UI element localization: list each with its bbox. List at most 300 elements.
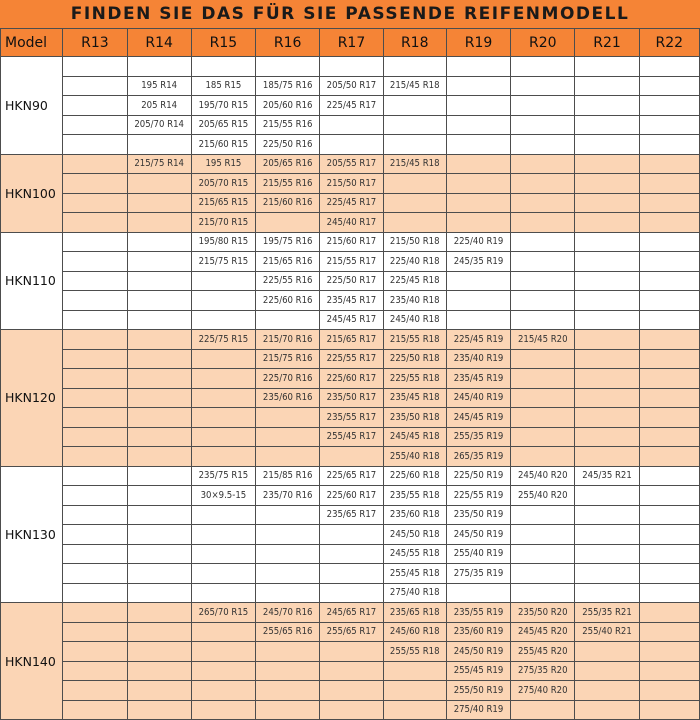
tire-size-cell bbox=[446, 583, 510, 603]
tire-size-cell bbox=[63, 271, 127, 291]
tire-size-cell bbox=[639, 447, 699, 467]
tire-size-cell bbox=[639, 57, 699, 77]
tire-size-cell: 30×9.5-15 bbox=[191, 486, 255, 506]
tire-size-cell bbox=[63, 544, 127, 564]
tire-size-cell: 255/45 R17 bbox=[320, 427, 383, 447]
model-name: HKN120 bbox=[1, 330, 63, 467]
tire-size-cell bbox=[63, 525, 127, 545]
table-row bbox=[1, 291, 700, 311]
table-row bbox=[1, 525, 700, 545]
tire-size-cell bbox=[511, 135, 575, 155]
tire-size-cell bbox=[575, 76, 639, 96]
tire-size-cell bbox=[575, 330, 639, 350]
tire-size-cell: 215/45 R20 bbox=[511, 330, 575, 350]
column-header-r14: R14 bbox=[127, 29, 191, 57]
tire-size-cell bbox=[383, 57, 446, 77]
tire-size-cell: 235/60 R16 bbox=[256, 388, 320, 408]
tire-size-cell bbox=[446, 310, 510, 330]
tire-size-cell: 225/50 R19 bbox=[446, 466, 510, 486]
column-header-r19: R19 bbox=[446, 29, 510, 57]
tire-size-cell bbox=[256, 681, 320, 701]
tire-size-cell bbox=[256, 525, 320, 545]
tire-size-cell bbox=[575, 291, 639, 311]
tire-size-cell bbox=[63, 291, 127, 311]
tire-size-cell bbox=[191, 291, 255, 311]
tire-size-cell: 255/45 R20 bbox=[511, 642, 575, 662]
tire-size-cell bbox=[63, 447, 127, 467]
tire-size-cell bbox=[63, 57, 127, 77]
tire-size-cell: 225/65 R17 bbox=[320, 466, 383, 486]
tire-size-cell: 205/50 R17 bbox=[320, 76, 383, 96]
tire-size-cell bbox=[511, 232, 575, 252]
tire-size-cell: 225/50 R16 bbox=[256, 135, 320, 155]
tire-size-cell: 235/55 R18 bbox=[383, 486, 446, 506]
tire-size-cell: 235/50 R19 bbox=[446, 505, 510, 525]
tire-size-cell bbox=[511, 700, 575, 720]
tire-size-cell: 235/45 R17 bbox=[320, 291, 383, 311]
table-row bbox=[1, 57, 700, 77]
tire-size-cell bbox=[320, 583, 383, 603]
tire-size-cell bbox=[639, 583, 699, 603]
tire-size-cell bbox=[639, 603, 699, 623]
tire-size-cell: 275/40 R19 bbox=[446, 700, 510, 720]
tire-size-cell bbox=[575, 525, 639, 545]
tire-size-cell bbox=[383, 135, 446, 155]
tire-size-cell bbox=[63, 486, 127, 506]
tire-size-cell bbox=[320, 525, 383, 545]
tire-size-cell: 225/50 R18 bbox=[383, 349, 446, 369]
tire-size-cell bbox=[191, 57, 255, 77]
tire-size-cell: 225/60 R18 bbox=[383, 466, 446, 486]
tire-size-cell bbox=[63, 622, 127, 642]
table-row bbox=[1, 349, 700, 369]
tire-size-table bbox=[0, 28, 700, 720]
tire-size-cell bbox=[63, 232, 127, 252]
table-row bbox=[1, 115, 700, 135]
tire-size-cell: 245/40 R19 bbox=[446, 388, 510, 408]
tire-size-cell bbox=[127, 603, 191, 623]
table-row bbox=[1, 583, 700, 603]
tire-size-cell: 275/40 R18 bbox=[383, 583, 446, 603]
tire-size-cell bbox=[511, 525, 575, 545]
tire-size-cell bbox=[446, 174, 510, 194]
tire-size-cell bbox=[575, 174, 639, 194]
tire-size-cell bbox=[383, 700, 446, 720]
tire-size-cell bbox=[256, 544, 320, 564]
tire-size-cell: 245/55 R18 bbox=[383, 544, 446, 564]
tire-size-cell bbox=[639, 369, 699, 389]
tire-size-cell bbox=[446, 57, 510, 77]
tire-size-cell: 235/40 R19 bbox=[446, 349, 510, 369]
tire-size-cell bbox=[63, 193, 127, 213]
tire-size-cell bbox=[639, 642, 699, 662]
tire-size-cell: 205/65 R16 bbox=[256, 154, 320, 174]
tire-size-cell bbox=[63, 408, 127, 428]
tire-size-cell bbox=[511, 96, 575, 116]
tire-size-cell: 235/50 R18 bbox=[383, 408, 446, 428]
column-header-r13: R13 bbox=[63, 29, 127, 57]
tire-size-cell: 215/45 R18 bbox=[383, 76, 446, 96]
tire-size-cell bbox=[127, 408, 191, 428]
tire-size-cell: 185/75 R16 bbox=[256, 76, 320, 96]
tire-size-cell: 205/70 R15 bbox=[191, 174, 255, 194]
tire-size-cell bbox=[511, 174, 575, 194]
tire-size-cell: 265/35 R19 bbox=[446, 447, 510, 467]
model-name: HKN110 bbox=[1, 232, 63, 330]
tire-size-cell bbox=[575, 369, 639, 389]
tire-size-cell: 215/55 R16 bbox=[256, 174, 320, 194]
column-header-model: Model bbox=[1, 29, 63, 57]
tire-size-cell bbox=[639, 661, 699, 681]
tire-size-cell: 235/60 R19 bbox=[446, 622, 510, 642]
tire-size-cell bbox=[575, 661, 639, 681]
tire-size-cell bbox=[575, 213, 639, 233]
tire-size-cell bbox=[446, 96, 510, 116]
tire-size-cell bbox=[575, 349, 639, 369]
tire-size-cell bbox=[639, 310, 699, 330]
tire-size-cell: 255/45 R18 bbox=[383, 564, 446, 584]
column-header-r22: R22 bbox=[639, 29, 699, 57]
tire-size-cell bbox=[511, 57, 575, 77]
table-row bbox=[1, 505, 700, 525]
tire-size-cell: 235/60 R18 bbox=[383, 505, 446, 525]
tire-size-cell bbox=[191, 622, 255, 642]
tire-size-cell: 205 R14 bbox=[127, 96, 191, 116]
column-header-r17: R17 bbox=[320, 29, 383, 57]
table-row bbox=[1, 232, 700, 252]
tire-size-cell bbox=[127, 564, 191, 584]
tire-size-cell bbox=[191, 681, 255, 701]
tire-size-cell bbox=[639, 76, 699, 96]
tire-size-cell bbox=[127, 349, 191, 369]
column-header-r16: R16 bbox=[256, 29, 320, 57]
tire-size-cell bbox=[639, 466, 699, 486]
tire-size-cell bbox=[63, 505, 127, 525]
table-row bbox=[1, 642, 700, 662]
tire-size-cell: 225/40 R19 bbox=[446, 232, 510, 252]
tire-size-cell bbox=[511, 505, 575, 525]
tire-size-cell: 245/70 R16 bbox=[256, 603, 320, 623]
tire-size-cell bbox=[127, 681, 191, 701]
tire-size-cell: 245/40 R17 bbox=[320, 213, 383, 233]
tire-size-cell bbox=[575, 154, 639, 174]
tire-size-cell bbox=[127, 232, 191, 252]
tire-size-cell: 195/75 R16 bbox=[256, 232, 320, 252]
tire-size-cell bbox=[127, 447, 191, 467]
tire-size-cell bbox=[256, 564, 320, 584]
tire-size-cell: 255/40 R21 bbox=[575, 622, 639, 642]
tire-size-cell: 225/75 R15 bbox=[191, 330, 255, 350]
tire-size-cell: 265/70 R15 bbox=[191, 603, 255, 623]
table-row bbox=[1, 486, 700, 506]
tire-size-cell bbox=[127, 252, 191, 272]
tire-size-cell: 235/45 R19 bbox=[446, 369, 510, 389]
tire-size-cell bbox=[191, 583, 255, 603]
tire-size-cell bbox=[127, 427, 191, 447]
table-row bbox=[1, 252, 700, 272]
tire-size-cell: 255/35 R19 bbox=[446, 427, 510, 447]
tire-size-cell bbox=[639, 544, 699, 564]
tire-size-cell bbox=[127, 330, 191, 350]
tire-size-cell bbox=[446, 213, 510, 233]
tire-size-cell bbox=[63, 330, 127, 350]
tire-size-cell bbox=[639, 564, 699, 584]
tire-size-cell bbox=[191, 408, 255, 428]
tire-size-cell bbox=[446, 271, 510, 291]
tire-size-cell bbox=[63, 700, 127, 720]
tire-size-cell bbox=[320, 642, 383, 662]
tire-size-cell bbox=[63, 603, 127, 623]
tire-size-cell bbox=[127, 486, 191, 506]
table-row bbox=[1, 369, 700, 389]
table-row bbox=[1, 193, 700, 213]
tire-size-cell bbox=[511, 310, 575, 330]
tire-size-cell: 215/75 R15 bbox=[191, 252, 255, 272]
tire-size-cell bbox=[575, 700, 639, 720]
tire-size-cell bbox=[639, 291, 699, 311]
tire-size-cell bbox=[511, 388, 575, 408]
tire-size-cell bbox=[575, 310, 639, 330]
tire-size-cell: 215/65 R15 bbox=[191, 193, 255, 213]
tire-size-cell bbox=[127, 193, 191, 213]
tire-size-cell: 245/40 R20 bbox=[511, 466, 575, 486]
model-name: HKN140 bbox=[1, 603, 63, 720]
tire-size-cell bbox=[639, 271, 699, 291]
tire-size-cell bbox=[63, 388, 127, 408]
tire-size-cell: 245/35 R21 bbox=[575, 466, 639, 486]
table-row bbox=[1, 427, 700, 447]
model-name: HKN90 bbox=[1, 57, 63, 155]
tire-size-cell: 255/55 R18 bbox=[383, 642, 446, 662]
tire-size-cell bbox=[511, 408, 575, 428]
tire-size-cell: 245/50 R19 bbox=[446, 642, 510, 662]
tire-size-cell: 255/45 R19 bbox=[446, 661, 510, 681]
table-row bbox=[1, 447, 700, 467]
tire-size-cell: 245/65 R17 bbox=[320, 603, 383, 623]
tire-size-cell bbox=[191, 271, 255, 291]
tire-size-cell bbox=[575, 193, 639, 213]
tire-size-cell bbox=[63, 681, 127, 701]
tire-size-cell bbox=[127, 57, 191, 77]
tire-size-cell: 255/40 R18 bbox=[383, 447, 446, 467]
tire-size-cell bbox=[575, 408, 639, 428]
tire-size-cell bbox=[383, 115, 446, 135]
tire-size-cell: 275/35 R20 bbox=[511, 661, 575, 681]
tire-size-cell bbox=[639, 213, 699, 233]
tire-size-cell bbox=[127, 310, 191, 330]
tire-size-cell: 215/45 R18 bbox=[383, 154, 446, 174]
tire-size-cell bbox=[256, 213, 320, 233]
tire-size-cell: 245/45 R18 bbox=[383, 427, 446, 447]
tire-size-cell: 235/55 R17 bbox=[320, 408, 383, 428]
tire-size-cell bbox=[127, 583, 191, 603]
tire-size-cell bbox=[127, 135, 191, 155]
column-header-r18: R18 bbox=[383, 29, 446, 57]
tire-size-cell bbox=[575, 544, 639, 564]
tire-size-cell bbox=[63, 115, 127, 135]
table-body bbox=[1, 57, 700, 720]
tire-size-cell bbox=[320, 447, 383, 467]
tire-size-cell bbox=[191, 564, 255, 584]
tire-size-cell: 215/70 R15 bbox=[191, 213, 255, 233]
tire-size-cell: 235/65 R17 bbox=[320, 505, 383, 525]
table-row bbox=[1, 135, 700, 155]
tire-size-cell bbox=[191, 427, 255, 447]
tire-size-cell: 195 R14 bbox=[127, 76, 191, 96]
tire-size-cell: 225/70 R16 bbox=[256, 369, 320, 389]
tire-size-cell bbox=[127, 544, 191, 564]
tire-size-cell bbox=[639, 700, 699, 720]
tire-size-cell bbox=[639, 135, 699, 155]
tire-size-cell bbox=[639, 252, 699, 272]
tire-size-cell: 245/60 R18 bbox=[383, 622, 446, 642]
tire-size-cell bbox=[256, 642, 320, 662]
tire-size-cell bbox=[575, 583, 639, 603]
tire-size-cell: 215/75 R16 bbox=[256, 349, 320, 369]
table-row bbox=[1, 96, 700, 116]
tire-size-cell bbox=[639, 115, 699, 135]
tire-size-cell: 215/50 R18 bbox=[383, 232, 446, 252]
tire-size-cell: 215/50 R17 bbox=[320, 174, 383, 194]
tire-size-cell bbox=[127, 291, 191, 311]
header-row bbox=[1, 29, 700, 57]
tire-size-cell: 225/50 R17 bbox=[320, 271, 383, 291]
table-row bbox=[1, 681, 700, 701]
tire-size-cell bbox=[575, 135, 639, 155]
tire-size-cell: 215/75 R14 bbox=[127, 154, 191, 174]
tire-size-cell bbox=[127, 525, 191, 545]
tire-size-cell bbox=[63, 135, 127, 155]
tire-size-cell: 255/50 R19 bbox=[446, 681, 510, 701]
tire-size-cell bbox=[575, 252, 639, 272]
tire-size-cell bbox=[575, 505, 639, 525]
tire-size-cell bbox=[191, 642, 255, 662]
tire-size-cell bbox=[256, 427, 320, 447]
tire-size-cell bbox=[191, 349, 255, 369]
tire-size-cell bbox=[575, 232, 639, 252]
tire-size-cell: 235/55 R19 bbox=[446, 603, 510, 623]
tire-size-cell: 255/65 R16 bbox=[256, 622, 320, 642]
tire-size-cell bbox=[127, 213, 191, 233]
tire-size-cell bbox=[63, 76, 127, 96]
tire-size-cell: 235/65 R18 bbox=[383, 603, 446, 623]
tire-size-cell: 255/35 R21 bbox=[575, 603, 639, 623]
tire-size-cell: 255/40 R20 bbox=[511, 486, 575, 506]
model-name: HKN100 bbox=[1, 154, 63, 232]
tire-size-cell: 195/70 R15 bbox=[191, 96, 255, 116]
tire-size-cell bbox=[127, 466, 191, 486]
tire-size-cell bbox=[575, 486, 639, 506]
tire-size-cell: 235/40 R18 bbox=[383, 291, 446, 311]
tire-size-cell bbox=[511, 544, 575, 564]
tire-size-cell bbox=[575, 427, 639, 447]
tire-size-cell bbox=[511, 193, 575, 213]
tire-size-cell bbox=[63, 154, 127, 174]
tire-size-cell bbox=[320, 564, 383, 584]
tire-size-cell bbox=[511, 369, 575, 389]
tire-size-cell bbox=[575, 271, 639, 291]
tire-size-cell bbox=[191, 388, 255, 408]
table-row bbox=[1, 213, 700, 233]
tire-size-cell bbox=[256, 661, 320, 681]
tire-size-cell: 215/60 R15 bbox=[191, 135, 255, 155]
tire-size-cell bbox=[127, 661, 191, 681]
table-row bbox=[1, 700, 700, 720]
tire-size-cell bbox=[320, 135, 383, 155]
tire-size-cell: 245/40 R18 bbox=[383, 310, 446, 330]
tire-size-cell bbox=[191, 544, 255, 564]
tire-size-cell bbox=[127, 388, 191, 408]
tire-size-cell bbox=[320, 115, 383, 135]
table-row bbox=[1, 76, 700, 96]
tire-size-cell bbox=[511, 427, 575, 447]
tire-size-cell bbox=[446, 154, 510, 174]
tire-size-cell bbox=[639, 622, 699, 642]
tire-size-cell: 235/45 R18 bbox=[383, 388, 446, 408]
tire-size-cell bbox=[256, 57, 320, 77]
tire-size-cell bbox=[511, 564, 575, 584]
tire-size-cell bbox=[383, 174, 446, 194]
tire-size-cell bbox=[575, 681, 639, 701]
tire-size-cell: 245/50 R18 bbox=[383, 525, 446, 545]
tire-size-cell bbox=[191, 310, 255, 330]
tire-size-cell: 225/60 R17 bbox=[320, 486, 383, 506]
tire-size-cell: 275/40 R20 bbox=[511, 681, 575, 701]
tire-size-cell bbox=[191, 525, 255, 545]
tire-size-cell bbox=[63, 310, 127, 330]
tire-size-cell bbox=[575, 564, 639, 584]
tire-size-cell bbox=[383, 681, 446, 701]
tire-size-cell bbox=[63, 583, 127, 603]
tire-size-cell: 225/55 R18 bbox=[383, 369, 446, 389]
tire-size-cell bbox=[320, 57, 383, 77]
table-row bbox=[1, 408, 700, 428]
tire-size-cell bbox=[639, 349, 699, 369]
tire-size-cell bbox=[575, 57, 639, 77]
column-header-r20: R20 bbox=[511, 29, 575, 57]
table-row bbox=[1, 330, 700, 350]
tire-size-cell bbox=[127, 505, 191, 525]
tire-size-cell bbox=[320, 661, 383, 681]
tire-size-cell: 225/45 R18 bbox=[383, 271, 446, 291]
tire-size-cell: 225/45 R17 bbox=[320, 193, 383, 213]
tire-size-cell bbox=[320, 544, 383, 564]
tire-size-cell bbox=[63, 369, 127, 389]
tire-size-cell: 215/60 R16 bbox=[256, 193, 320, 213]
tire-size-cell bbox=[191, 661, 255, 681]
tire-size-cell bbox=[511, 252, 575, 272]
tire-size-cell bbox=[639, 193, 699, 213]
tire-size-cell bbox=[511, 583, 575, 603]
tire-size-cell: 245/45 R20 bbox=[511, 622, 575, 642]
model-name: HKN130 bbox=[1, 466, 63, 603]
tire-size-cell: 205/65 R15 bbox=[191, 115, 255, 135]
tire-size-cell bbox=[639, 427, 699, 447]
tire-size-cell bbox=[575, 388, 639, 408]
tire-size-cell: 215/55 R16 bbox=[256, 115, 320, 135]
tire-size-cell bbox=[639, 525, 699, 545]
tire-size-cell bbox=[63, 642, 127, 662]
tire-size-cell: 245/45 R19 bbox=[446, 408, 510, 428]
table-row bbox=[1, 271, 700, 291]
tire-size-cell bbox=[63, 96, 127, 116]
tire-size-cell bbox=[446, 76, 510, 96]
table-row bbox=[1, 603, 700, 623]
tire-size-cell bbox=[639, 486, 699, 506]
tire-size-cell: 235/50 R20 bbox=[511, 603, 575, 623]
tire-size-cell: 195 R15 bbox=[191, 154, 255, 174]
table-row bbox=[1, 466, 700, 486]
